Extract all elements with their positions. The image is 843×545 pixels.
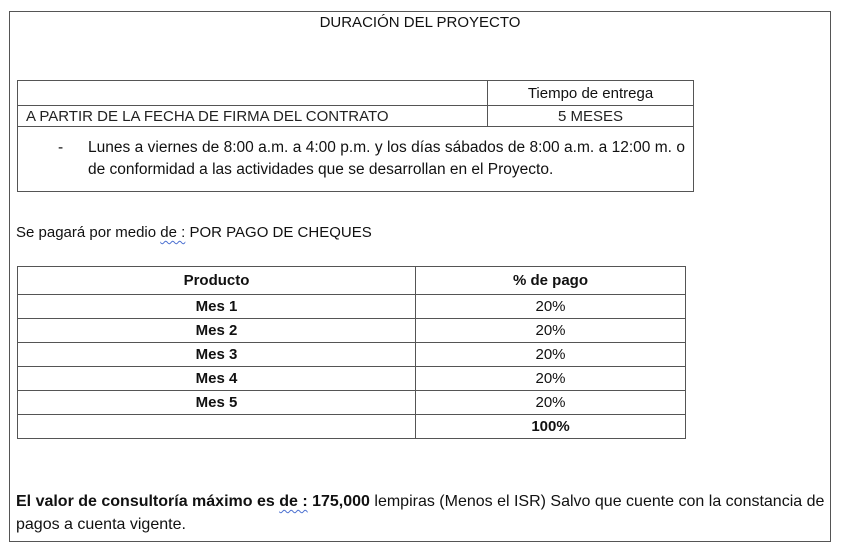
schedule-cell: [18, 127, 694, 192]
header-product: Producto: [18, 267, 416, 295]
footer-bold-prefix: El valor de consultoría máximo es: [16, 493, 280, 510]
percent-cell: 20%: [416, 367, 686, 391]
percent-cell: 20%: [416, 391, 686, 415]
product-cell: Mes 5: [18, 391, 416, 415]
delivery-start-cell: A PARTIR DE LA FECHA DE FIRMA DEL CONTRATO: [18, 106, 488, 127]
product-cell: Mes 3: [18, 343, 416, 367]
payment-method: POR PAGO DE CHEQUES: [185, 224, 372, 241]
delivery-header-cell: Tiempo de entrega: [488, 81, 694, 106]
total-percent-cell: 100%: [416, 415, 686, 439]
delivery-table: [17, 80, 694, 192]
table-row: [18, 295, 686, 319]
total-label-cell: [18, 415, 416, 439]
delivery-header-row: [18, 81, 694, 106]
delivery-header-empty-cell: [18, 81, 488, 106]
total-row: [18, 415, 686, 439]
payment-de: de :: [160, 224, 186, 241]
schedule-bullet: -: [58, 139, 64, 156]
payment-method-line: [16, 224, 372, 241]
header-percent: % de pago: [416, 267, 686, 295]
document-title: DURACIÓN DEL PROYECTO: [319, 14, 521, 31]
payment-prefix: Se pagará por medio: [16, 224, 161, 241]
footer-de: de :: [279, 493, 308, 510]
payment-table: [17, 266, 686, 439]
delivery-duration-cell: 5 MESES: [488, 106, 694, 127]
footer-amount: 175,000: [307, 493, 370, 510]
payment-header-row: [18, 267, 686, 295]
percent-cell: 20%: [416, 319, 686, 343]
table-row: [18, 367, 686, 391]
consulting-value-paragraph: [16, 490, 828, 536]
product-cell: Mes 1: [18, 295, 416, 319]
percent-cell: 20%: [416, 343, 686, 367]
delivery-row: [18, 106, 694, 127]
footer-rest: lempiras (Menos el ISR) Salvo que cuente con la constancia de pagos a cuenta vigente.: [16, 493, 825, 533]
product-cell: Mes 4: [18, 367, 416, 391]
schedule-text: Lunes a viernes de 8:00 a.m. a 4:00 p.m. y los días sábados de 8:00 a.m. a 12:00 m. o de conformidad a las actividades que se desarrollan en el Proyecto.: [88, 139, 685, 178]
table-row: [18, 343, 686, 367]
schedule-row: [18, 127, 694, 192]
product-cell: Mes 2: [18, 319, 416, 343]
table-row: [18, 319, 686, 343]
table-row: [18, 391, 686, 415]
percent-cell: 20%: [416, 295, 686, 319]
